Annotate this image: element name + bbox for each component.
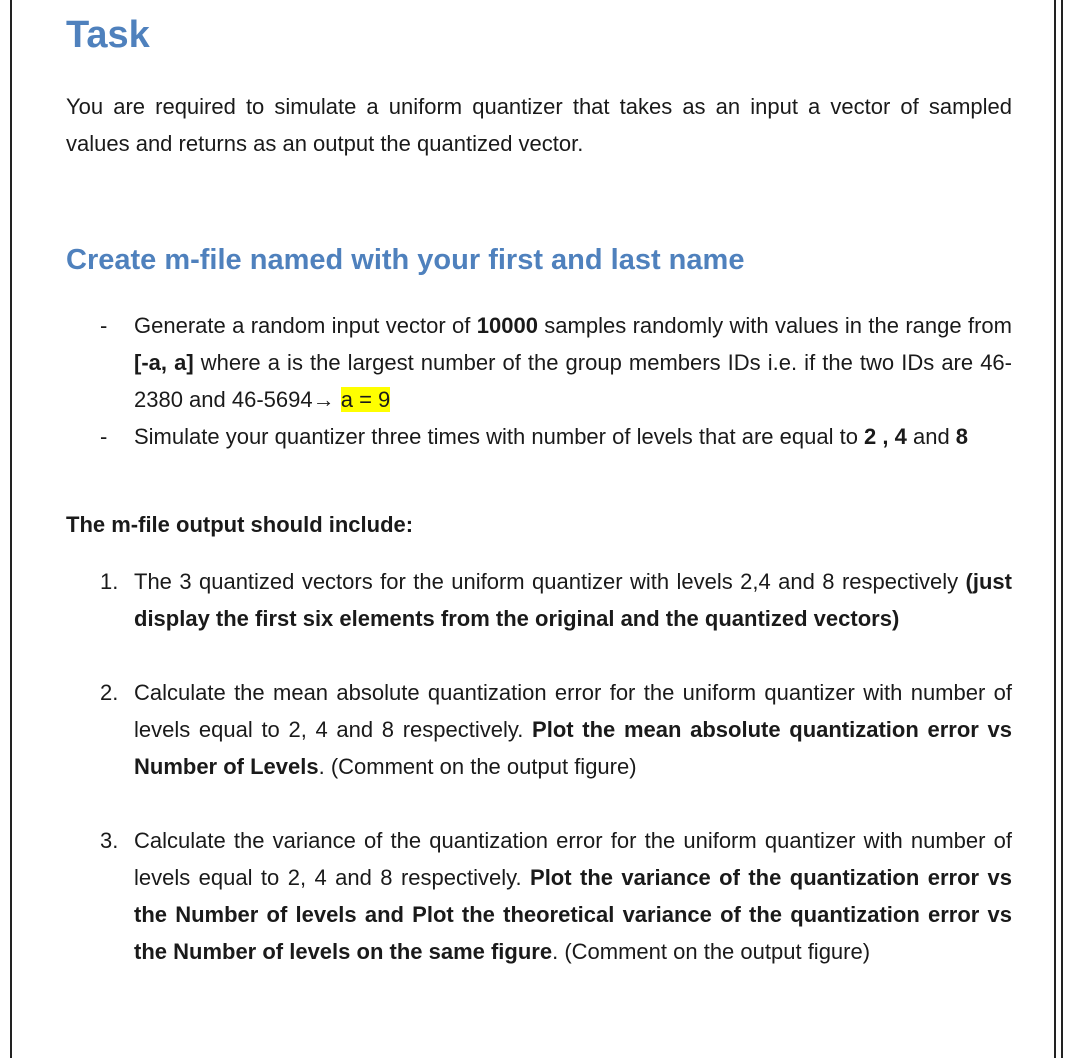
bullet-marker: - (100, 313, 108, 338)
page-border-right-outer (1061, 0, 1063, 1058)
item-number: 1. (100, 569, 119, 594)
bullet-bold: [-a, a] (134, 350, 194, 375)
bullet-text: where a is the largest number of the group members IDs i.e. if the two IDs are 46-2380 and 46-5694→ (134, 350, 1012, 412)
task-title: Task (66, 14, 150, 56)
requirements-list (66, 307, 1012, 455)
item-text: Calculate the mean absolute quantization error for the uniform quantizer with number of levels equal to 2, 4 and 8 respectively. (134, 680, 1012, 742)
output-list-item-3 (66, 822, 1012, 970)
item-bold: Plot the variance of the quantization error vs the Number of levels and Plot the theoretical variance of the quantization error vs the Number of levels on the same figure (134, 865, 1012, 964)
list-item (66, 674, 1012, 785)
bullet-bold: 10000 (476, 313, 538, 338)
output-heading: The m-file output should include: (66, 512, 414, 537)
item-text: . (Comment on the output figure) (318, 754, 637, 779)
list-item (66, 822, 1012, 970)
page-border-right-inner (1054, 0, 1056, 1058)
intro-paragraph: You are required to simulate a uniform quantizer that takes as an input a vector of sampled values and returns as an output the quantized vector. (66, 94, 1012, 156)
highlighted-value: a = 9 (340, 387, 391, 412)
bullet-text: samples randomly with values in the range from (537, 313, 1012, 338)
bullet-text: Simulate your quantizer three times with number of levels that are equal to (134, 424, 865, 449)
item-number: 3. (100, 828, 119, 853)
item-text: . (Comment on the output figure) (552, 939, 871, 964)
bullet-bold: 2 , 4 (864, 424, 907, 449)
item-text: Calculate the variance of the quantization error for the uniform quantizer with number of levels equal to 2, 4 and 8 respectively. (134, 828, 1012, 890)
output-list-item-2 (66, 674, 1012, 785)
item-text: The 3 quantized vectors for the uniform quantizer with levels 2,4 and 8 respectively (134, 569, 966, 594)
bullet-item-generate (66, 307, 1012, 418)
output-list-item-1 (66, 563, 1012, 637)
bullet-bold: 8 (955, 424, 969, 449)
page-border-left (10, 0, 12, 1058)
bullet-text: and (906, 424, 956, 449)
section-heading: Create m-file named with your first and last name (66, 244, 745, 276)
bullet-item-simulate (66, 418, 1012, 455)
bullet-text: Generate a random input vector of (134, 313, 477, 338)
item-bold: Plot the mean absolute quantization error vs Number of Levels (134, 717, 1012, 779)
item-number: 2. (100, 680, 119, 705)
list-item (66, 563, 1012, 637)
item-bold: (just display the first six elements from the original and the quantized vectors) (134, 569, 1012, 631)
bullet-marker: - (100, 424, 108, 449)
